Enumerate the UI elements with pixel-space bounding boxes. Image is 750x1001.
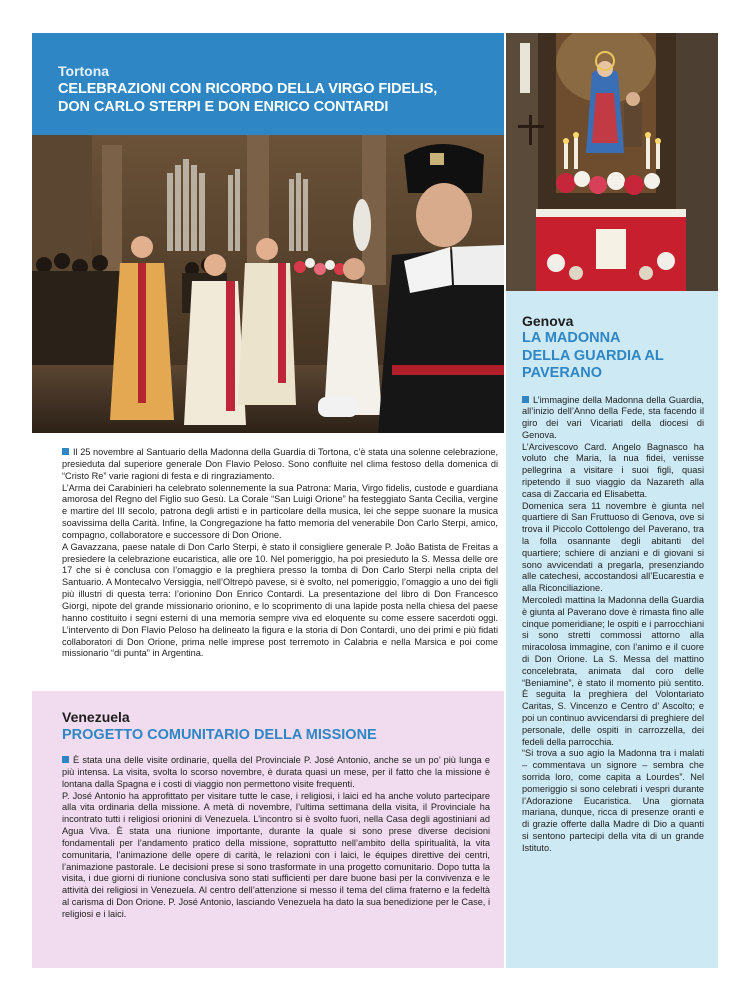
venezuela-article bbox=[62, 755, 490, 921]
tortona-paragraph: Il 25 novembre al Santuario della Madonna della Guardia di Tortona, c’è stata una solenne celebrazione, presieduta dal superiore generale Don Flavio Peloso. Sono confluite nel clima festoso della domenica di “Cristo Re” varie ragioni di festa e di ringraziamento. bbox=[62, 447, 498, 481]
tortona-paragraph: A Gavazzana, paese natale di Don Carlo Sterpi, è stato il consigliere generale P. João Batista de Freitas a presiedere la celebrazione eucaristica, alle ore 10. Nel pomeriggio, ha poi presieduto la S. Messa delle ore 17 che si è conclusa con l’omaggio e la preghiera presso la tomba di Don Carlo Sterpi nella cripta del Santuario. A Montecalvo Versiggia, nell’Oltrepò pavese, si è svolto, nel pomeriggio, l’omaggio a uno dei figli più illustri di questa terra: l’orionino Don Enrico Contardi. La presentazione del libro di Don Francesco Giorgi, nipote del grande missionario orionino, e lo scoprimento di una lapide posta nella chiesa del paese hanno costituito i segni esterni di una memoria sempre viva ed eloquente su come essere sacerdoti oggi. L’intervento di Don Flavio Peloso ha delineato la figura e la storia di Don Contardi, uno dei primi e più fidati collaboratori di Don Orione, prima nelle imprese post terremoto in Calabria e nella Marsica e poi come missionario “di punta” in Argentina. bbox=[62, 541, 498, 659]
genova-article bbox=[522, 395, 704, 855]
genova-paragraph: L’immagine della Madonna della Guardia, all’inizio dell’Anno della Fede, sta facendo il giro dei vari Vicariati della diocesi di Genova. bbox=[522, 394, 704, 440]
venezuela-paragraph: È stata una delle visite ordinarie, quella del Provinciale P. José Antonio, anche se un po’ più lunga e più intensa. La visita, svolta lo scorso novembre, è durata quasi un mese, per il fatto che la missione è lontana dalla Spagna e i costi di viaggio non permettono visite frequenti. bbox=[62, 755, 490, 789]
bullet-icon bbox=[522, 396, 529, 403]
genova-column bbox=[506, 291, 718, 968]
celebration-photo bbox=[32, 135, 504, 433]
genova-paragraph: “Si trova a suo agio la Madonna tra i malati – commentava un signore – sembra che sorrida loro, come capita a Lourdes”. Nel pomeriggio si sono celebrati i vespri durante l’Adorazione Eucaristica. Una giornata mariana, dunque, ricca di presenze oranti e di grazie offerte dalla Madre di Dio a quanti si sentono partecipi della vita di un grande Istituto. bbox=[522, 748, 704, 853]
altar-photo bbox=[506, 33, 718, 291]
genova-title: LA MADONNA DELLA GUARDIA AL PAVERANO bbox=[522, 330, 664, 381]
tortona-place: Tortona bbox=[58, 63, 110, 79]
celebration-illustration bbox=[32, 135, 504, 433]
venezuela-box bbox=[32, 691, 504, 968]
venezuela-place: Venezuela bbox=[62, 709, 130, 725]
tortona-title: CELEBRAZIONI CON RICORDO DELLA VIRGO FIDELIS, DON CARLO STERPI E DON ENRICO CONTARDI bbox=[58, 81, 438, 115]
tortona-header bbox=[32, 33, 504, 135]
bullet-icon bbox=[62, 448, 69, 455]
tortona-article bbox=[62, 447, 498, 660]
venezuela-title: PROGETTO COMUNITARIO DELLA MISSIONE bbox=[62, 727, 377, 743]
genova-paragraph: Mercoledì mattina la Madonna della Guardia è giunta al Paverano dove è rimasta fino alle cinque pomeridiane; le ospiti e i parrocchiani si sono stretti commossi attorno alla miracolosa immagine, con l’animo e il cuore di Don Orione. La S. Messa del mattino concelebrata, animata dal coro delle “Beniamine”, è stato il momento più sentito. È seguita la preghiera del Volontariato Caritas, S. Vincenzo e Centro d’ Ascolto; e poi un continuo avvicendarsi di preghiere del personale, delle ospiti in carrozzella, dei fedeli della parrocchia. bbox=[522, 595, 704, 747]
tortona-paragraph: L’Arma dei Carabinieri ha celebrato solennemente la sua Patrona: Maria, Virgo fidelis, custode e guardiana amorosa del Regno del Figlio suo Gesù. La Corale “San Luigi Orione” ha festeggiato Santa Cecilia, vergine e martire del III secolo, patrona degli artisti e in particolare della musica, lei che seppe suonare la musica soavissima della Carità. Infine, la Congregazione ha fatto memoria del venerabile Don Carlo Sterpi, amico, compagno, collaboratore e successore di Don Orione. bbox=[62, 482, 498, 540]
altar-illustration bbox=[506, 33, 718, 291]
bullet-icon bbox=[62, 756, 69, 763]
genova-paragraph: Domenica sera 11 novembre è giunta nel quartiere di San Fruttuoso di Genova, ove si trova il Piccolo Cottolengo del Paverano, tra la folla osannante degli abitanti del quartiere; schiere di anziani e di giovani si sono avvicendati a pregarla, presenziando alle catechesi, accostandosi all’Eucarestia e alla Riconciliazione. bbox=[522, 500, 704, 594]
genova-paragraph: L’Arcivescovo Card. Angelo Bagnasco ha voluto che Maria, la nua fidei, venisse pellegrina a visitare i suoi figli, quasi ripetendo il suo viaggio da Nazareth alla casa di Zaccaria ed Elisabetta. bbox=[522, 441, 704, 499]
venezuela-paragraph: P. José Antonio ha approfittato per visitare tutte le case, i religiosi, i laici ed ha anche voluto partecipare alla vita ordinaria della missione. A metà di novembre, l’ultima settimana della visita, il Provinciale ha incontrato tutti i religiosi orionini di Venezuela. L’incontro si è svolto fuori, nella Casa degli agostiniani ad Agua Viva. È stata una riunione importante, durante la quale si sono prese diverse decisioni fondamentali per l’andamento pratico della missione, soprattutto nell’ambito della spiritualità, la vita comunitaria, l’animazione delle opere di carità, le relazioni con i laici, le équipes direttive dei centri, l’animazione pastorale. Le decisioni prese si sono trasformate in una progetto comunitario. Dopo tutta la visita, i due giorni di riunione conclusiva sono stati sufficienti per dare buone basi per la convivenza e le attività dei religiosi in Venezuela. Al centro dell’attenzione si messo il tema del clima fraterno e la fedeltà al carisma di Don Orione. P. José Antonio, lasciando Venezuela ha dato la sua benedizione per le Case, i religiosi e i laici. bbox=[62, 790, 490, 919]
genova-place: Genova bbox=[522, 313, 574, 329]
